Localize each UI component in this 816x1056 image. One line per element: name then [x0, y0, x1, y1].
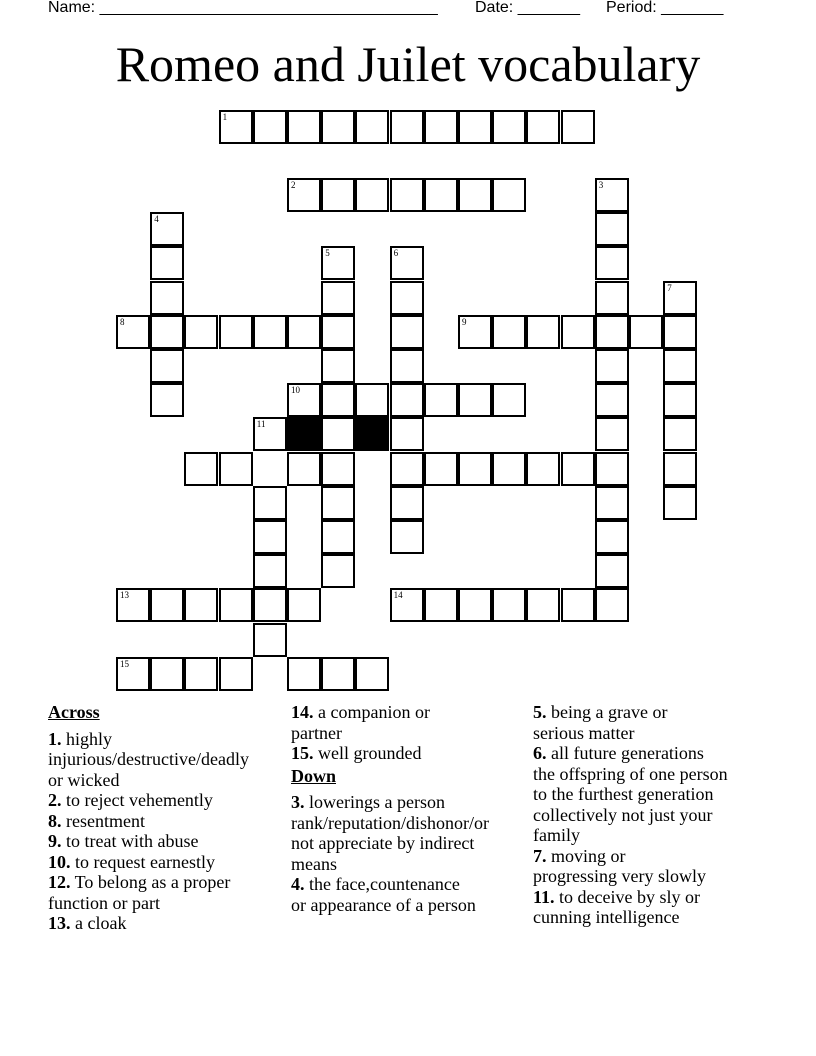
clue-number: 13 — [120, 590, 129, 601]
clue-text: to reject vehemently — [61, 790, 213, 810]
crossword-cell[interactable] — [390, 486, 424, 520]
crossword-cell[interactable] — [492, 110, 526, 144]
clue-number: 11 — [256, 419, 266, 430]
crossword-cell[interactable] — [253, 623, 287, 657]
clue-line — [48, 913, 288, 934]
blocked-cell — [287, 417, 321, 451]
crossword-cell[interactable] — [526, 452, 560, 486]
clue-line — [291, 895, 531, 916]
crossword-cell[interactable] — [321, 110, 355, 144]
across-clue-list-continued — [291, 702, 531, 764]
clue-line — [291, 792, 531, 813]
clue-line — [48, 831, 288, 852]
clue-text: not appreciate by indirect — [291, 833, 475, 853]
crossword-cell[interactable] — [219, 657, 253, 691]
crossword-cell[interactable] — [492, 452, 526, 486]
crossword-cell[interactable] — [663, 349, 697, 383]
crossword-cell[interactable] — [184, 657, 218, 691]
clues-column-3 — [533, 702, 783, 928]
crossword-cell[interactable] — [424, 178, 458, 212]
clue-line — [48, 729, 288, 750]
across-clue-list — [48, 729, 288, 934]
name-field[interactable]: Name: ______________________________________ — [48, 0, 438, 16]
crossword-cell[interactable] — [390, 383, 424, 417]
crossword-cell[interactable] — [253, 486, 287, 520]
clue-line — [533, 784, 783, 805]
clue-number-label: 3. — [291, 792, 305, 812]
clue-text: a cloak — [70, 913, 127, 933]
crossword-cell[interactable] — [595, 349, 629, 383]
clue-text: to treat with abuse — [61, 831, 199, 851]
clue-number-label: 1. — [48, 728, 62, 749]
date-field[interactable]: Date: _______ — [475, 0, 580, 16]
crossword-cell[interactable] — [390, 281, 424, 315]
crossword-cell[interactable] — [184, 315, 218, 349]
crossword-cell[interactable] — [150, 383, 184, 417]
clue-number: 8 — [120, 316, 125, 327]
crossword-cell[interactable] — [184, 588, 218, 622]
clue-line — [533, 866, 783, 887]
clue-text: to the furthest generation — [533, 784, 714, 804]
crossword-cell[interactable] — [595, 520, 629, 554]
clue-line — [291, 854, 531, 875]
crossword-cell[interactable] — [150, 588, 184, 622]
crossword-cell[interactable] — [663, 486, 697, 520]
crossword-cell[interactable] — [253, 588, 287, 622]
clue-number-label: 15. — [291, 743, 314, 763]
clue-number: 2 — [291, 180, 296, 190]
crossword-cell[interactable] — [116, 657, 150, 691]
crossword-cell[interactable] — [321, 383, 355, 417]
clue-text: collectively not just your — [533, 804, 713, 825]
crossword-cell[interactable] — [492, 315, 526, 349]
clue-number-label: 5. — [533, 702, 547, 722]
crossword-cell[interactable] — [390, 417, 424, 451]
crossword-cell[interactable] — [355, 110, 389, 144]
crossword-cell[interactable] — [663, 383, 697, 417]
clue-line — [533, 702, 783, 723]
crossword-cell[interactable] — [663, 281, 697, 315]
clue-text: well grounded — [313, 743, 422, 763]
down-clue-list-continued — [533, 702, 783, 928]
clue-number-label: 10. — [48, 851, 71, 872]
crossword-cell[interactable] — [595, 212, 629, 246]
crossword-cell[interactable] — [219, 452, 253, 486]
clue-number-label: 13. — [48, 913, 71, 933]
clue-line — [291, 874, 531, 895]
clue-text: to deceive by sly or — [554, 886, 700, 907]
clue-text: injurious/destructive/deadly — [48, 749, 249, 769]
clue-number: 6 — [393, 248, 399, 259]
clue-text: highly — [61, 728, 113, 749]
crossword-cell[interactable] — [595, 486, 629, 520]
crossword-cell[interactable] — [150, 281, 184, 315]
clue-text: a companion or — [313, 702, 430, 722]
crossword-cell[interactable] — [253, 520, 287, 554]
crossword-cell[interactable] — [390, 110, 424, 144]
clue-line — [533, 764, 783, 785]
clues-column-2 — [291, 702, 531, 915]
clue-text: the offspring of one person — [533, 763, 728, 784]
crossword-cell[interactable] — [253, 110, 287, 144]
clue-text: or appearance of a person — [291, 894, 476, 915]
crossword-cell[interactable] — [321, 520, 355, 554]
crossword-cell[interactable] — [355, 657, 389, 691]
clue-text: rank/reputation/dishonor/or — [291, 812, 489, 833]
crossword-cell[interactable] — [321, 246, 355, 280]
crossword-cell[interactable] — [321, 178, 355, 212]
clue-line — [291, 702, 531, 723]
clue-number: 4 — [154, 214, 159, 225]
crossword-cell[interactable] — [526, 315, 560, 349]
crossword-cell[interactable] — [458, 588, 492, 622]
page-title: Romeo and Juilet vocabulary — [115, 36, 701, 92]
crossword-cell[interactable] — [150, 246, 184, 280]
crossword-cell[interactable] — [492, 178, 526, 212]
crossword-cell[interactable] — [424, 588, 458, 622]
crossword-cell[interactable] — [150, 657, 184, 691]
crossword-cell[interactable] — [663, 315, 697, 349]
clue-number-label: 4. — [291, 874, 305, 894]
clue-number-label: 14. — [291, 702, 314, 722]
clue-number-label: 9. — [48, 831, 62, 851]
crossword-cell[interactable] — [629, 315, 663, 349]
crossword-cell[interactable] — [253, 417, 287, 451]
crossword-cell[interactable] — [492, 588, 526, 622]
crossword-cell[interactable] — [116, 315, 150, 349]
crossword-cell[interactable] — [595, 246, 629, 280]
clue-number-label: 11. — [533, 886, 555, 907]
crossword-cell[interactable] — [287, 178, 321, 212]
clue-number-label: 7. — [533, 845, 547, 866]
clue-line — [48, 872, 288, 893]
crossword-cell[interactable] — [287, 657, 321, 691]
clue-line — [533, 723, 783, 744]
crossword-cell[interactable] — [150, 212, 184, 246]
crossword-cell[interactable] — [321, 281, 355, 315]
clue-line — [48, 811, 288, 832]
crossword-cell[interactable] — [287, 588, 321, 622]
crossword-cell[interactable] — [561, 588, 595, 622]
crossword-cell[interactable] — [595, 452, 629, 486]
crossword-cell[interactable] — [595, 178, 629, 212]
clue-line — [533, 887, 783, 908]
clue-line — [291, 833, 531, 854]
clue-line — [291, 743, 531, 764]
crossword-cell[interactable] — [458, 452, 492, 486]
clue-line — [533, 825, 783, 846]
crossword-cell[interactable] — [184, 452, 218, 486]
clue-line — [533, 805, 783, 826]
clue-text: means — [291, 853, 337, 874]
crossword-cell[interactable] — [219, 588, 253, 622]
crossword-cell[interactable] — [595, 554, 629, 588]
crossword-cell[interactable] — [287, 110, 321, 144]
clue-text: family — [533, 825, 580, 845]
crossword-cell[interactable] — [390, 588, 424, 622]
clues-column-1 — [48, 702, 288, 934]
crossword-cell[interactable] — [355, 383, 389, 417]
down-clue-list — [291, 792, 531, 915]
clue-number-label: 6. — [533, 743, 547, 763]
crossword-cell[interactable] — [321, 486, 355, 520]
crossword-cell[interactable] — [561, 452, 595, 486]
clue-text: To belong as a proper — [70, 872, 231, 892]
crossword-cell[interactable] — [424, 383, 458, 417]
crossword-cell[interactable] — [321, 349, 355, 383]
clue-number: 9 — [462, 316, 467, 327]
crossword-cell[interactable] — [253, 315, 287, 349]
clue-line — [533, 743, 783, 764]
crossword-cell[interactable] — [287, 315, 321, 349]
crossword-cell[interactable] — [321, 657, 355, 691]
crossword-cell[interactable] — [390, 452, 424, 486]
crossword-cell[interactable] — [390, 315, 424, 349]
crossword-cell[interactable] — [424, 452, 458, 486]
crossword-cell[interactable] — [355, 178, 389, 212]
across-heading: Across — [48, 702, 100, 722]
clue-text: the face,countenance — [304, 874, 460, 894]
crossword-cell[interactable] — [526, 110, 560, 144]
clue-number: 3 — [598, 180, 604, 190]
crossword-cell[interactable] — [561, 110, 595, 144]
crossword-cell[interactable] — [321, 315, 355, 349]
crossword-cell[interactable] — [663, 452, 697, 486]
down-heading: Down — [291, 765, 337, 786]
clue-number: 14 — [393, 590, 403, 601]
clue-number: 5 — [325, 248, 330, 259]
clue-line — [533, 907, 783, 928]
clue-line — [533, 846, 783, 867]
crossword-cell[interactable] — [287, 452, 321, 486]
crossword-cell[interactable] — [526, 588, 560, 622]
crossword-cell[interactable] — [492, 383, 526, 417]
clue-line — [48, 893, 288, 914]
crossword-cell[interactable] — [321, 452, 355, 486]
crossword-cell[interactable] — [253, 554, 287, 588]
crossword-cell[interactable] — [390, 520, 424, 554]
clue-line — [48, 852, 288, 873]
blocked-cell — [355, 417, 389, 451]
crossword-cell[interactable] — [321, 417, 355, 451]
clue-line — [291, 723, 531, 744]
crossword-cell[interactable] — [150, 315, 184, 349]
clue-number: 10 — [291, 385, 300, 396]
clue-number: 15 — [120, 658, 129, 669]
crossword-cell[interactable] — [595, 281, 629, 315]
crossword-cell[interactable] — [458, 383, 492, 417]
clue-number-label: 2. — [48, 790, 62, 810]
clue-line — [48, 790, 288, 811]
crossword-cell[interactable] — [150, 349, 184, 383]
clue-text: serious matter — [533, 722, 635, 743]
crossword-cell[interactable] — [458, 178, 492, 212]
crossword-cell[interactable] — [458, 110, 492, 144]
crossword-cell[interactable] — [287, 383, 321, 417]
crossword-cell[interactable] — [219, 315, 253, 349]
crossword-cell[interactable] — [390, 178, 424, 212]
period-field[interactable]: Period: _______ — [606, 0, 724, 16]
crossword-cell[interactable] — [219, 110, 253, 144]
clue-text: or wicked — [48, 769, 120, 790]
clue-text: cunning intelligence — [533, 907, 680, 927]
crossword-cell[interactable] — [458, 315, 492, 349]
crossword-cell[interactable] — [595, 417, 629, 451]
crossword-cell[interactable] — [390, 246, 424, 280]
crossword-cell[interactable] — [116, 588, 150, 622]
crossword-cell[interactable] — [390, 349, 424, 383]
clue-line — [48, 749, 288, 770]
clue-text: to request earnestly — [70, 851, 215, 872]
crossword-cell[interactable] — [321, 554, 355, 588]
crossword-cell[interactable] — [595, 383, 629, 417]
clue-number-label: 8. — [48, 810, 62, 831]
clue-text: lowerings a person — [304, 792, 445, 812]
clue-line — [291, 813, 531, 834]
clue-text: being a grave or — [546, 702, 668, 722]
clue-text: all future generations — [546, 743, 704, 763]
clue-number-label: 12. — [48, 872, 71, 892]
clue-text: function or part — [48, 892, 160, 913]
clue-text: partner — [291, 722, 342, 743]
clue-text: resentment — [61, 810, 145, 831]
crossword-cell[interactable] — [595, 588, 629, 622]
crossword-cell[interactable] — [561, 315, 595, 349]
clue-text: moving or — [546, 845, 626, 866]
clue-text: progressing very slowly — [533, 866, 706, 886]
clue-number: 7 — [667, 282, 672, 293]
crossword-cell[interactable] — [663, 417, 697, 451]
crossword-cell[interactable] — [595, 315, 629, 349]
clue-number: 1 — [222, 111, 228, 122]
clue-line — [48, 770, 288, 791]
crossword-cell[interactable] — [424, 110, 458, 144]
